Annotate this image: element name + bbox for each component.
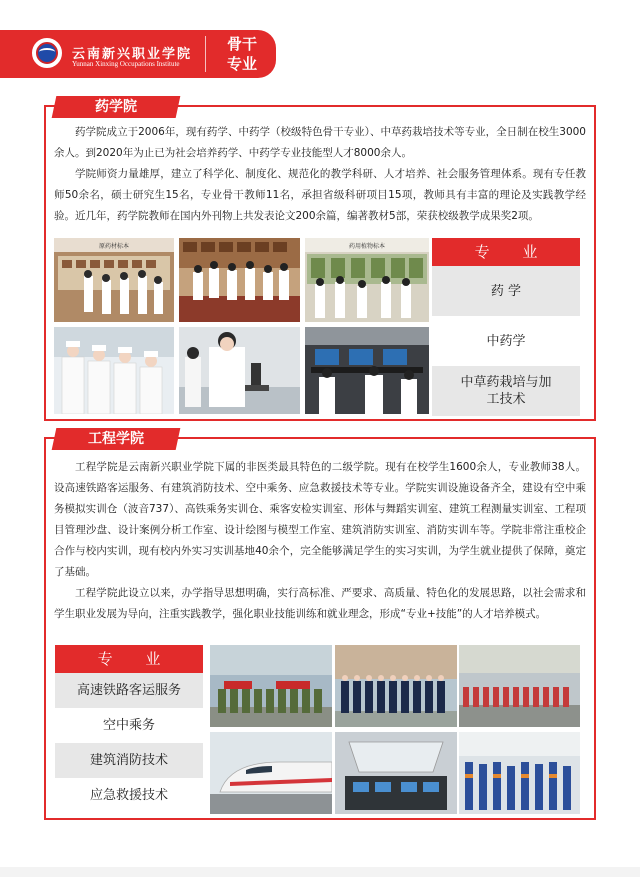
photo-plant-specimen-room — [305, 238, 429, 322]
pharmacy-section-title: 药学院 — [52, 96, 181, 118]
page-bottom-strip — [0, 867, 640, 877]
photo-students-white-coats — [54, 327, 174, 414]
engineering-paragraph: 工程学院此设立以来，办学指导思想明确，实行高标准、严要求、高质量、特色化的发展思路，以社会需求和学生职业发展为导向，注重实践教学，强化职业技能训练和就业理念，形成“专业+技能”的人才培养模式。 — [54, 587, 586, 620]
major-item-rail-service: 高速铁路客运服务 — [55, 673, 203, 708]
engineering-majors-panel — [55, 645, 203, 815]
photo-military-training — [210, 645, 332, 727]
photo-computer-lab — [305, 327, 429, 414]
engineering-paragraph: 工程学院是云南新兴职业学院下属的非医类最具特色的二级学院。现有在校学生1600余人，专业教师38人。设高速铁路客运服务、有建筑消防技术、空中乘务、应急救援技术等专业。学院实训设施设备齐全，建设有空中乘务模拟实训仓（波音737）、高铁乘务实训仓、乘客安检实训室、形体与舞蹈实训室、建筑工程测量实训室、工程项目管理沙盘、设计案例分析工作室、设计绘图与模型工作室、建筑消防实训室、消防实训车等。学院非常注重校企合作与校内实训，现有校内外实习实训基地40余个，完全能够满足学生的实习实训，为学生就业提供了保障，奠定了基础。 — [54, 461, 586, 578]
photo-uniform-students — [335, 645, 457, 727]
major-item-pharmacy: 药 学 — [432, 266, 580, 316]
pharmacy-majors-panel — [432, 238, 580, 416]
photo-rescue-training — [459, 732, 580, 814]
photo-microscope-practice — [179, 327, 300, 414]
photo-sign-text: 药用植物标本 — [348, 243, 386, 250]
major-item-emergency-rescue: 应急救援技术 — [89, 788, 168, 803]
banner-title — [222, 34, 262, 74]
engineering-intro — [54, 457, 586, 625]
major-item-chinese-pharmacy: 中药学 — [486, 333, 526, 349]
major-item-flight-attendant: 空中乘务 — [102, 718, 155, 733]
school-logo-icon — [32, 38, 62, 68]
major-item-fire-protection: 建筑消防技术 — [55, 743, 203, 778]
engineering-section-title: 工程学院 — [52, 428, 181, 450]
school-name: 云南新兴职业学院 — [72, 47, 193, 62]
banner-title-line1: 骨干 — [226, 35, 257, 53]
engineering-majors-header: 专 业 — [55, 645, 203, 673]
photo-high-speed-train — [210, 732, 332, 814]
pharmacy-intro — [54, 122, 586, 227]
photo-red-uniform-rows — [459, 645, 580, 727]
photo-pharmacy-lab — [179, 238, 300, 322]
banner-divider — [205, 36, 206, 72]
major-item-herb-cultivation: 中草药栽培与加工技术 — [432, 366, 580, 416]
photo-cockpit-simulator — [335, 732, 457, 814]
photo-specimen-room — [54, 238, 174, 322]
banner-title-line2: 专业 — [226, 55, 257, 73]
pharmacy-majors-header: 专 业 — [432, 238, 580, 266]
pharmacy-paragraph: 药学院成立于2006年，现有药学、中药学（校级特色骨干专业）、中草药栽培技术等专业，全日制在校生3000余人。到2020年为止已为社会培养药学、中药学专业技能型人才8000余人。 — [54, 126, 586, 159]
pharmacy-paragraph: 学院师资力量雄厚，建立了科学化、制度化、规范化的教学科研、人才培养、社会服务管理体系。现有专任教师50余名，硕士研究生15名，专业骨干教师11名，承担省级科研项目15项，教师具有丰富的理论及实践教学经验。近几年，药学院教师在国内外刊物上共发表论文200余篇，编著教材5部，荣获校级教学成果奖2项。 — [54, 168, 586, 222]
photo-sign-text: 原药材标本 — [98, 243, 130, 250]
school-name-en: Yunnan Xinxing Occupations Institute — [72, 60, 180, 68]
